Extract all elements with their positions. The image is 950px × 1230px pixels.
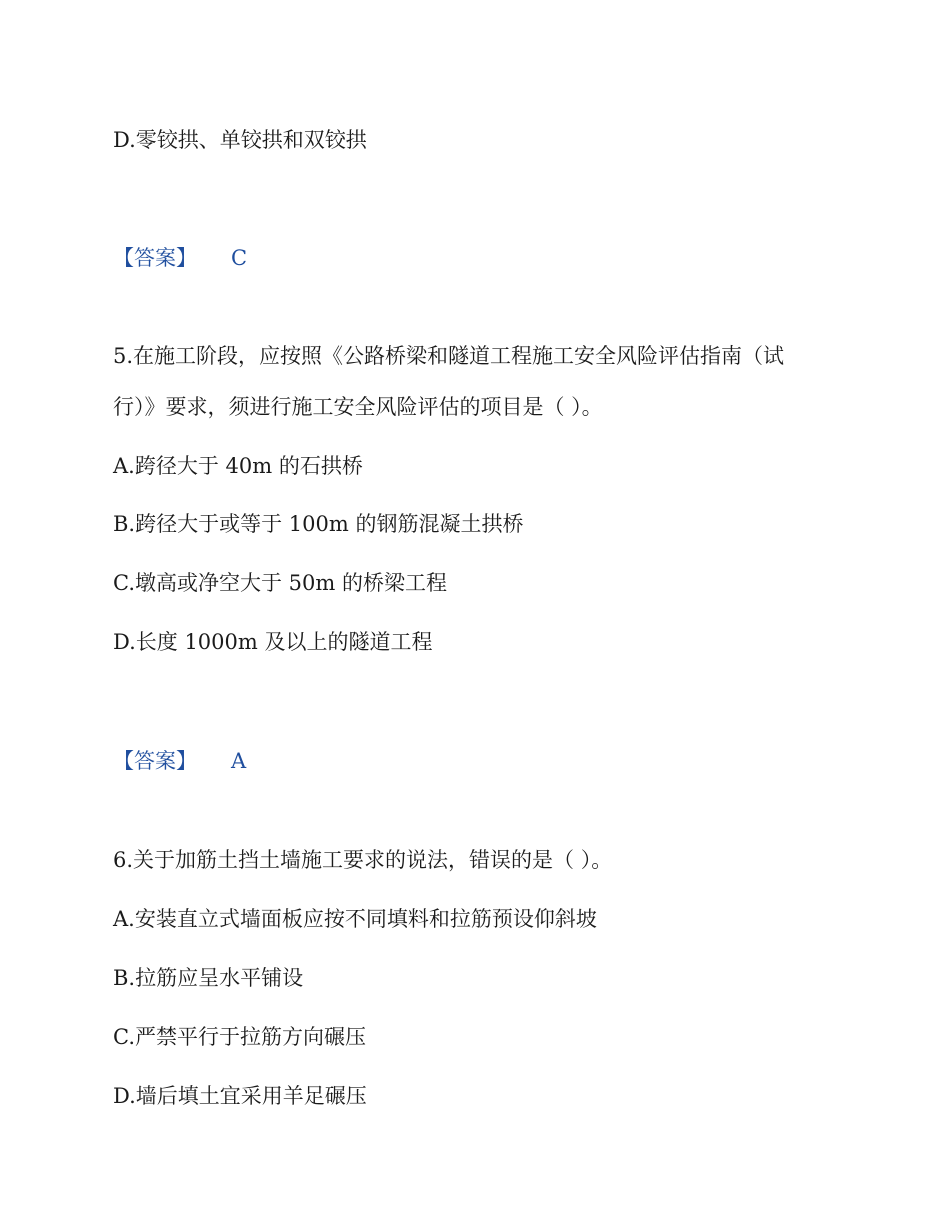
q6-option-b: B.拉筋应呈水平铺设 bbox=[113, 966, 304, 990]
q4-option-d: D.零铰拱、单铰拱和双铰拱 bbox=[113, 128, 367, 152]
q5-stem-line2: 行）》要求，须进行施工安全风险评估的项目是（ ）。 bbox=[113, 395, 603, 419]
q5-option-b: B.跨径大于或等于 100m 的钢筋混凝土拱桥 bbox=[113, 512, 524, 536]
q6-option-a: A.安装直立式墙面板应按不同填料和拉筋预设仰斜坡 bbox=[113, 907, 597, 931]
answer-label: 【答案】 bbox=[113, 749, 197, 773]
q5-option-d: D.长度 1000m 及以上的隧道工程 bbox=[113, 630, 433, 654]
answer-value: A bbox=[231, 749, 247, 773]
q5-option-c: C.墩高或净空大于 50m 的桥梁工程 bbox=[113, 571, 447, 595]
q5-option-a: A.跨径大于 40m 的石拱桥 bbox=[113, 454, 363, 478]
q5-answer bbox=[113, 747, 246, 775]
q6-option-d: D.墙后填土宜采用羊足碾压 bbox=[113, 1084, 367, 1108]
q4-answer bbox=[113, 244, 247, 272]
q6-option-c: C.严禁平行于拉筋方向碾压 bbox=[113, 1025, 366, 1049]
answer-value: C bbox=[231, 246, 248, 270]
answer-label: 【答案】 bbox=[113, 246, 197, 270]
q6-stem: 6.关于加筋土挡土墙施工要求的说法，错误的是（ ）。 bbox=[113, 848, 613, 872]
q5-stem-line1: 5.在施工阶段，应按照《公路桥梁和隧道工程施工安全风险评估指南（试 bbox=[113, 344, 785, 368]
